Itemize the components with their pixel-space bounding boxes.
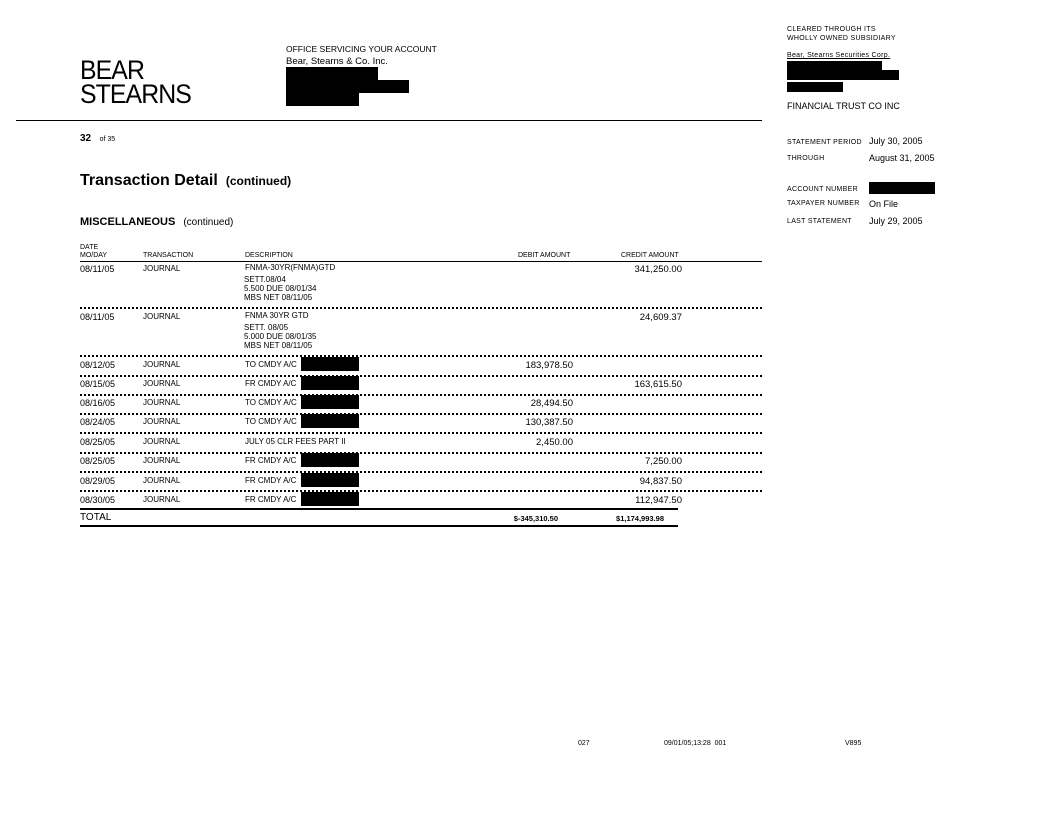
redacted-address-1: [286, 67, 378, 80]
row-desc-3: 5.500 DUE 08/01/34: [244, 284, 317, 293]
last-statement-label: LAST STATEMENT: [787, 218, 852, 225]
row-type: JOURNAL: [143, 417, 181, 426]
redacted-address-3: [286, 93, 359, 106]
row-date: 08/11/05: [80, 264, 115, 274]
redacted-account: [301, 376, 359, 390]
redacted-clearing-2: [787, 70, 899, 80]
row-type: JOURNAL: [143, 264, 181, 273]
row-credit: 163,615.50: [634, 379, 682, 390]
row-type: JOURNAL: [143, 437, 181, 446]
row-desc-2: SETT. 08/05: [244, 323, 289, 332]
row-separator: [80, 355, 762, 357]
row-credit: 341,250.00: [634, 264, 682, 275]
row-separator: [80, 394, 762, 396]
header-divider: [16, 120, 762, 121]
row-credit: 94,837.50: [639, 476, 682, 487]
row-date: 08/25/05: [80, 456, 116, 466]
row-separator: [80, 375, 762, 377]
row-desc-1: TO CMDY A/C: [245, 360, 297, 369]
row-desc-4: MBS NET 08/11/05: [244, 293, 313, 302]
period-value: July 30, 2005: [869, 136, 923, 146]
section-continued: (continued): [183, 217, 234, 228]
row-date: 08/11/05: [80, 312, 115, 322]
total-rule-bottom: [80, 525, 678, 527]
total-rule-top: [80, 508, 678, 510]
row-credit: 7,250.00: [645, 456, 682, 467]
row-type: JOURNAL: [143, 379, 181, 388]
row-credit: 112,947.50: [635, 495, 682, 506]
row-desc-1: FR CMDY A/C: [245, 379, 297, 388]
row-desc-1: FR CMDY A/C: [245, 456, 297, 465]
redacted-account: [301, 414, 359, 428]
row-desc-1: FNMA 30YR GTD: [245, 311, 309, 320]
redacted-account-number: [869, 182, 935, 194]
account-name: FINANCIAL TRUST CO INC: [787, 101, 900, 111]
row-credit: 24,609.37: [639, 312, 682, 323]
page-title: [80, 172, 291, 190]
period-label: STATEMENT PERIOD: [787, 139, 862, 146]
header-description: DESCRIPTION: [245, 252, 293, 259]
row-separator: [80, 471, 762, 473]
section-main: MISCELLANEOUS: [80, 216, 176, 228]
page-number: [80, 128, 115, 146]
taxpayer-value: On File: [869, 199, 899, 209]
section-title: [80, 216, 233, 228]
title-continued: (continued): [225, 174, 292, 188]
footer-timestamp: 09/01/05;13:28 001: [664, 740, 727, 747]
clearing-firm: Bear, Stearns Securities Corp.: [787, 52, 891, 59]
row-desc-1: TO CMDY A/C: [245, 398, 297, 407]
taxpayer-label: TAXPAYER NUMBER: [787, 200, 860, 207]
row-date: 08/25/05: [80, 437, 116, 447]
row-type: JOURNAL: [143, 456, 181, 465]
office-name: Bear, Stearns & Co. Inc.: [286, 56, 388, 67]
row-type: JOURNAL: [143, 360, 181, 369]
redacted-account: [301, 473, 359, 487]
footer-code: 027: [578, 740, 590, 747]
row-desc-3: 5.000 DUE 08/01/35: [244, 332, 317, 341]
header-date-2: MO/DAY: [80, 252, 108, 259]
redacted-clearing-1: [787, 61, 882, 70]
header-date-1: DATE: [80, 244, 99, 251]
logo-line-2: STEARNS: [80, 79, 191, 109]
row-separator: [80, 432, 762, 434]
row-debit: 28,494.50: [530, 398, 573, 409]
row-date: 08/24/05: [80, 417, 116, 427]
row-type: JOURNAL: [143, 312, 181, 321]
row-debit: 183,978.50: [525, 360, 573, 371]
header-transaction: TRANSACTION: [143, 252, 194, 259]
clearing-line-2: WHOLLY OWNED SUBSIDIARY: [787, 35, 896, 42]
total-debit: $-345,310.50: [513, 514, 558, 523]
row-desc-4: MBS NET 08/11/05: [244, 341, 313, 350]
redacted-account: [301, 453, 359, 467]
bear-stearns-logo: [80, 55, 191, 109]
total-label: TOTAL: [80, 512, 112, 523]
redacted-address-2: [286, 80, 409, 93]
page-total: of 35: [99, 136, 116, 143]
row-desc-1: FR CMDY A/C: [245, 476, 297, 485]
office-label: OFFICE SERVICING YOUR ACCOUNT: [286, 44, 437, 54]
row-debit: 2,450.00: [536, 437, 573, 448]
redacted-clearing-3: [787, 82, 843, 92]
row-separator: [80, 452, 762, 454]
row-date: 08/15/05: [80, 379, 116, 389]
title-main: Transaction Detail: [80, 172, 218, 189]
logo-line-1: BEAR: [80, 55, 144, 85]
row-date: 08/12/05: [80, 360, 116, 370]
row-debit: 130,387.50: [525, 417, 573, 428]
row-separator: [80, 413, 762, 415]
row-separator: [80, 490, 762, 492]
row-type: JOURNAL: [143, 476, 181, 485]
row-date: 08/30/05: [80, 495, 116, 505]
header-credit: CREDIT AMOUNT: [621, 252, 679, 259]
row-desc-1: TO CMDY A/C: [245, 417, 297, 426]
redacted-account: [301, 395, 359, 409]
row-separator: [80, 307, 762, 309]
row-date: 08/16/05: [80, 398, 116, 408]
through-value: August 31, 2005: [869, 153, 935, 163]
row-type: JOURNAL: [143, 398, 181, 407]
row-type: JOURNAL: [143, 495, 181, 504]
last-statement-value: July 29, 2005: [869, 216, 923, 226]
through-label: THROUGH: [787, 155, 825, 162]
header-rule: [80, 261, 762, 262]
redacted-account: [301, 492, 359, 506]
page-current: 32: [80, 133, 92, 144]
row-desc-1: FNMA-30YR(FNMA)GTD: [245, 263, 336, 272]
row-desc-1: JULY 05 CLR FEES PART II: [245, 437, 346, 446]
row-desc-2: SETT.08/04: [244, 275, 286, 284]
row-date: 08/29/05: [80, 476, 116, 486]
header-debit: DEBIT AMOUNT: [518, 252, 571, 259]
footer-version: V895: [845, 740, 862, 747]
account-number-label: ACCOUNT NUMBER: [787, 186, 858, 193]
clearing-line-1: CLEARED THROUGH ITS: [787, 26, 876, 33]
total-credit: $1,174,993.98: [616, 514, 664, 523]
redacted-account: [301, 357, 359, 371]
row-desc-1: FR CMDY A/C: [245, 495, 297, 504]
